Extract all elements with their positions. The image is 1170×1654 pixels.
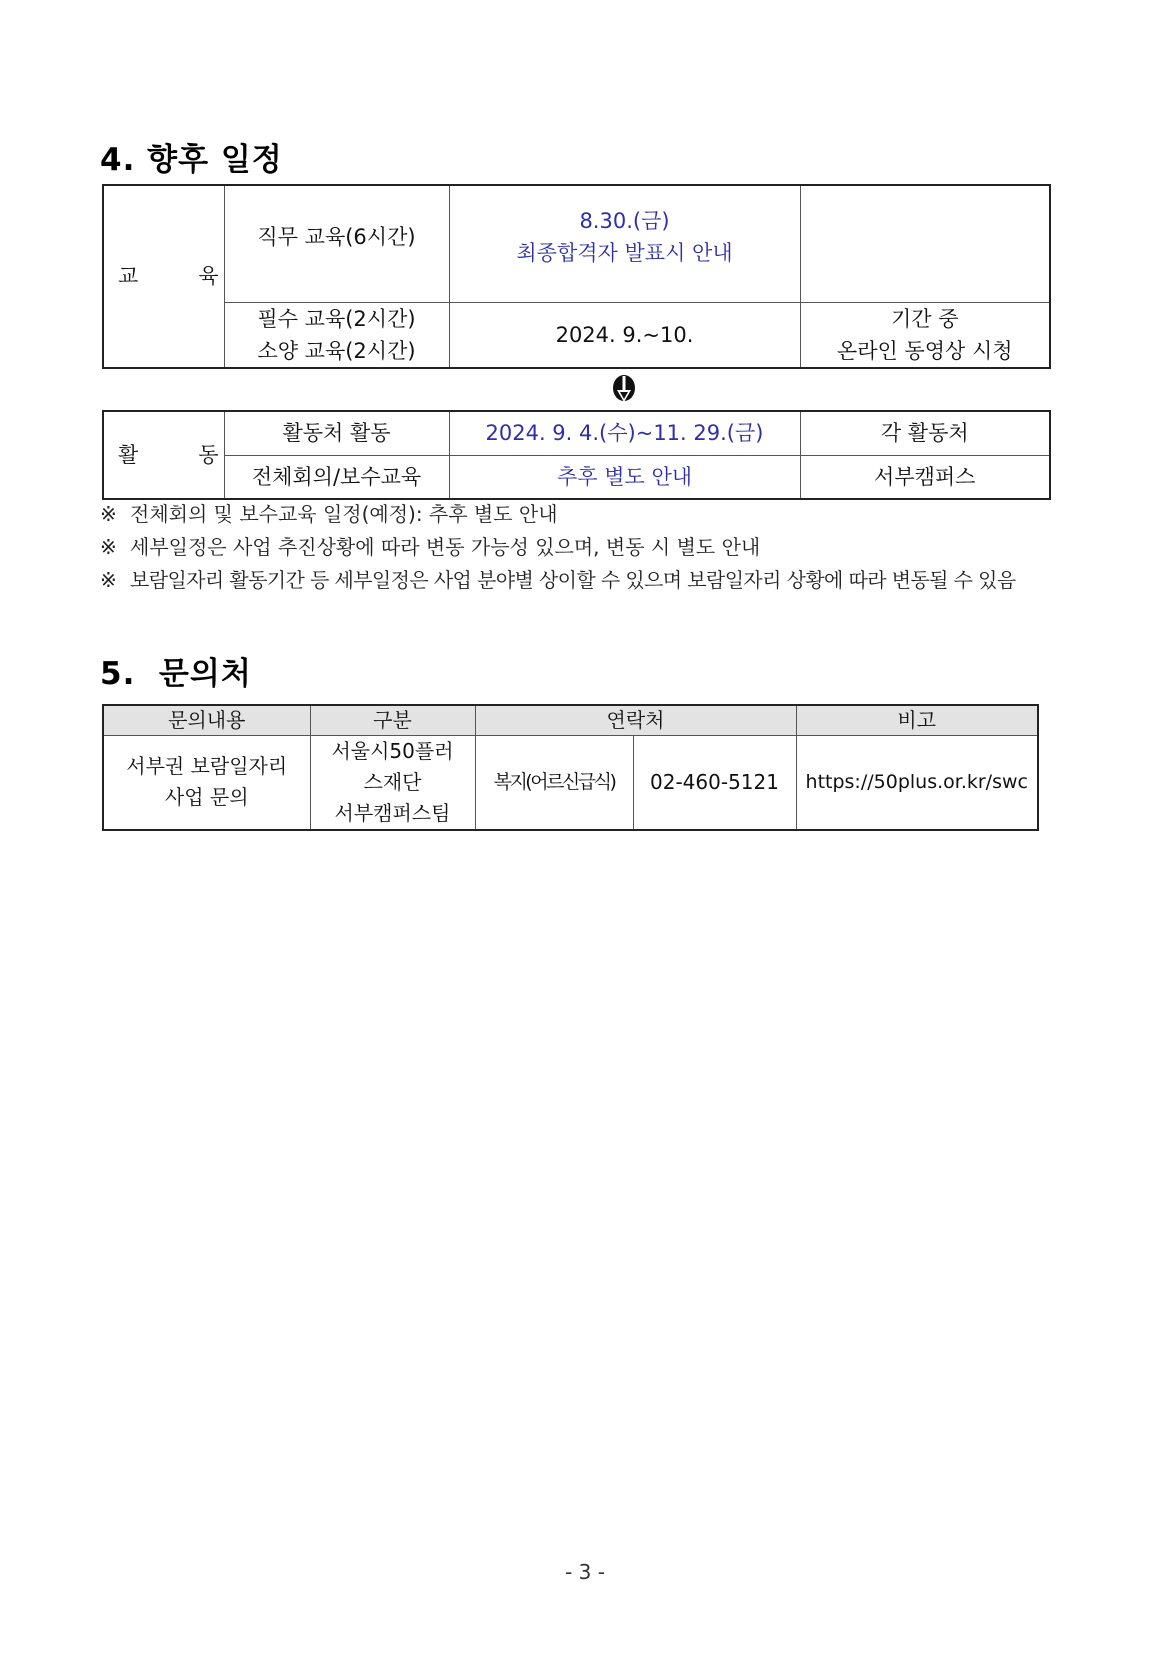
- edu-schedule-job-training: [449, 185, 800, 302]
- item-line: 필수 교육(2시간): [257, 306, 416, 331]
- category-char: 활: [118, 443, 139, 467]
- activity-schedule: 추후 별도 안내: [449, 455, 800, 499]
- header-contact: 연락처: [475, 705, 796, 735]
- item-label: 직무 교육(6시간): [257, 224, 416, 249]
- contact-table: [102, 704, 1039, 831]
- schedule-note: [100, 531, 760, 560]
- contact-field-cell: 복지(어르신급식): [475, 735, 633, 830]
- note-text: 전체회의 및 보수교육 일정(예정): 추후 별도 안내: [130, 502, 558, 526]
- schedule-note: [100, 498, 558, 527]
- activity-schedule-table: [102, 410, 1051, 500]
- note-text: 세부일정은 사업 추진상황에 따라 변동 가능성 있으며, 변동 시 별도 안내: [130, 535, 761, 559]
- edu-item-job-training: [224, 185, 449, 302]
- category-char: 교: [118, 264, 139, 289]
- category-char: 동: [198, 443, 219, 467]
- schedule-line: 8.30.(금): [579, 208, 670, 233]
- header-inquiry: 문의내용: [103, 705, 310, 735]
- schedule-note: [100, 564, 1016, 593]
- activity-item: 전체회의/보수교육: [224, 455, 449, 499]
- reference-mark-icon: ※: [100, 568, 117, 592]
- page-number: - 3 -: [565, 1560, 605, 1584]
- header-remark: 비고: [796, 705, 1038, 735]
- education-schedule-table: [102, 184, 1051, 369]
- category-education: [103, 185, 224, 368]
- down-arrow-icon: [612, 374, 636, 404]
- edu-schedule-required-training: 2024. 9.~10.: [449, 302, 800, 368]
- inquiry-cell: [103, 735, 310, 830]
- activity-note: 각 활동처: [800, 411, 1050, 455]
- header-division: 구분: [310, 705, 475, 735]
- section-title-contact: 5. 문의처: [100, 656, 252, 692]
- activity-schedule: 2024. 9. 4.(수)~11. 29.(금): [449, 411, 800, 455]
- website-link[interactable]: https://50plus.or.kr/swc: [796, 735, 1038, 830]
- note-line: 기간 중: [890, 306, 959, 331]
- category-char: 육: [198, 264, 219, 289]
- note-line: 온라인 동영상 시청: [836, 338, 1013, 363]
- division-line: 서울시50플러: [331, 738, 454, 763]
- inquiry-line: 사업 문의: [164, 785, 249, 809]
- edu-item-required-training: [224, 302, 449, 368]
- division-line: 스재단: [363, 769, 422, 794]
- item-line: 소양 교육(2시간): [257, 338, 416, 363]
- section-title-schedule: 4. 향후 일정: [100, 142, 283, 178]
- reference-mark-icon: ※: [100, 502, 117, 526]
- edu-note-job-training: [800, 185, 1050, 302]
- reference-mark-icon: ※: [100, 535, 117, 559]
- schedule-line: 최종합격자 발표시 안내: [516, 240, 733, 265]
- category-activity: [103, 411, 224, 499]
- activity-note: 서부캠퍼스: [800, 455, 1050, 499]
- inquiry-line: 서부권 보람일자리: [126, 754, 288, 778]
- division-cell: [310, 735, 475, 830]
- note-text: 보람일자리 활동기간 등 세부일정은 사업 분야별 상이할 수 있으며 보람일자리 상황에 따라 변동될 수 있음: [130, 568, 1016, 592]
- phone-number: 02-460-5121: [633, 735, 796, 830]
- division-line: 서부캠퍼스팀: [334, 800, 451, 825]
- edu-note-required-training: [800, 302, 1050, 368]
- activity-item: 활동처 활동: [224, 411, 449, 455]
